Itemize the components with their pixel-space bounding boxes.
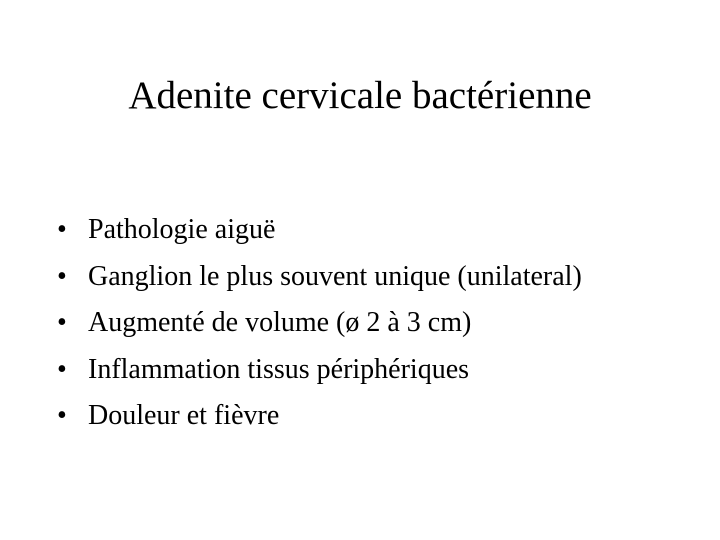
list-item bbox=[57, 393, 697, 440]
list-item bbox=[57, 207, 697, 254]
bullet-icon: • bbox=[57, 353, 67, 385]
bullet-icon: • bbox=[57, 400, 67, 431]
bullet-icon: • bbox=[57, 214, 67, 245]
list-item bbox=[57, 300, 697, 347]
slide-title: Adenite cervicale bactérienne bbox=[128, 74, 592, 117]
list-item bbox=[57, 347, 697, 394]
bullet-text: Pathologie aiguë bbox=[88, 214, 276, 245]
bullet-text: Ganglion le plus souvent unique (unilateral) bbox=[88, 260, 582, 292]
bullet-text: Augmenté de volume (ø 2 à 3 cm) bbox=[88, 307, 472, 338]
list-item bbox=[57, 254, 697, 301]
bullet-text: Inflammation tissus périphériques bbox=[88, 353, 470, 385]
bullet-icon: • bbox=[57, 260, 67, 292]
bullet-icon: • bbox=[57, 307, 67, 338]
bullet-list bbox=[57, 207, 697, 440]
bullet-text: Douleur et fièvre bbox=[88, 400, 280, 431]
